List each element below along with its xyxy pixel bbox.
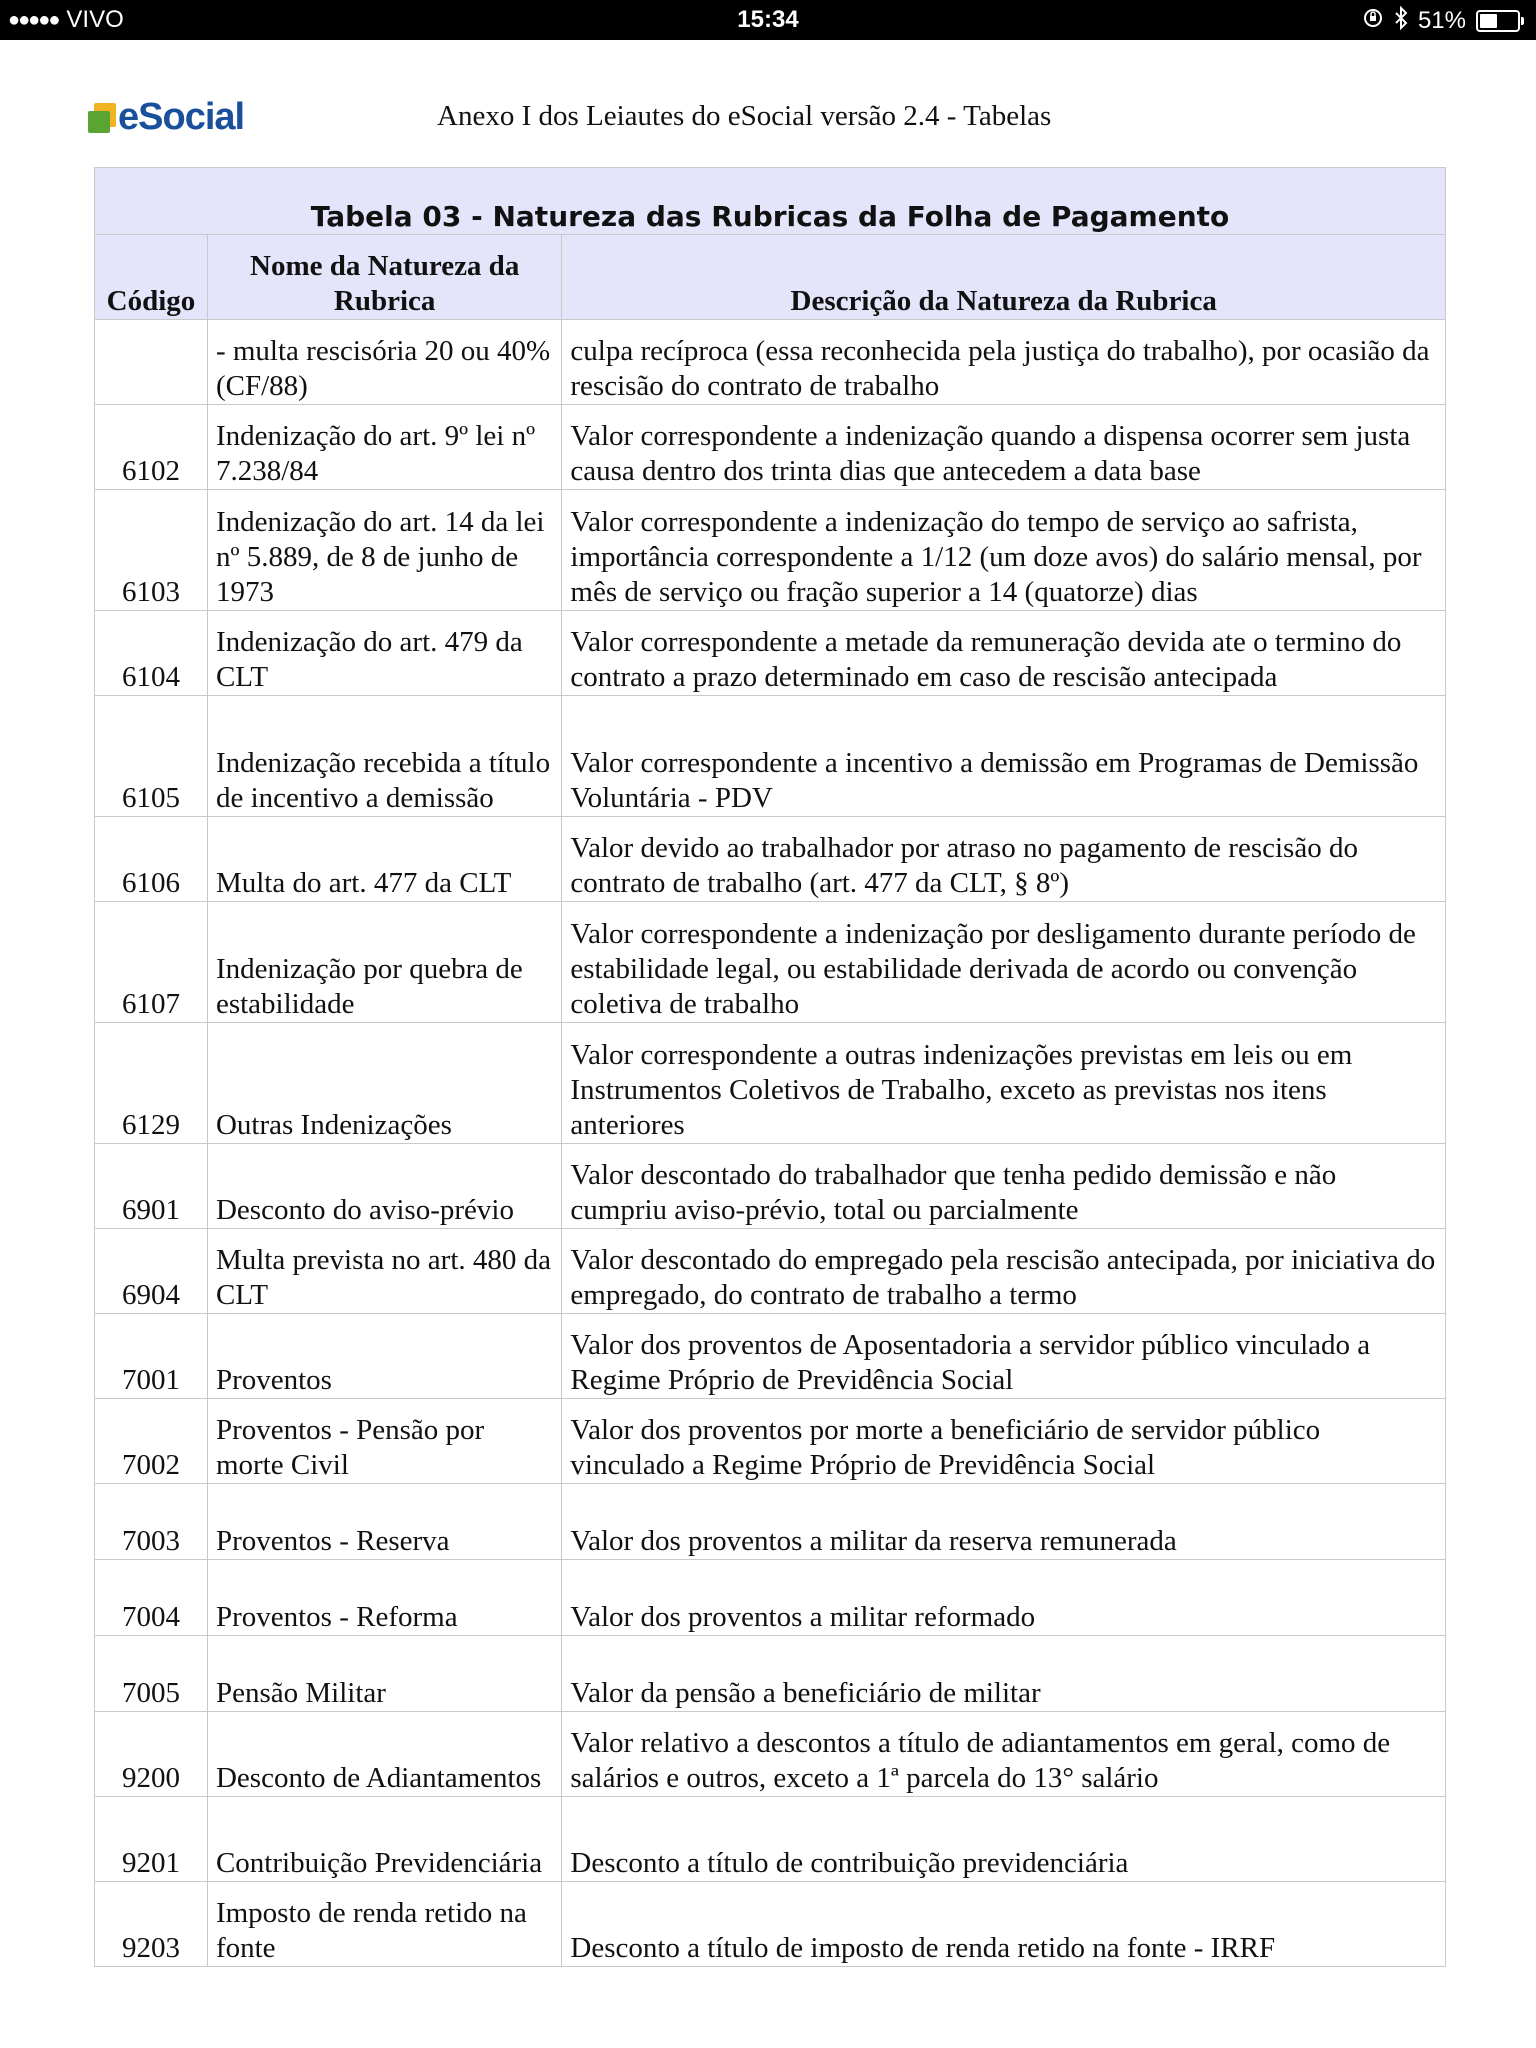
cell-code: 7005	[95, 1636, 208, 1712]
cell-name: Multa do art. 477 da CLT	[207, 817, 561, 902]
table-row	[95, 1712, 1446, 1797]
cell-description: Valor dos proventos por morte a beneficiário de servidor público vinculado a Regime Próprio de Previdência Social	[562, 1399, 1446, 1484]
cell-name: Indenização do art. 479 da CLT	[207, 611, 561, 696]
cell-description: Valor descontado do trabalhador que tenha pedido demissão e não cumpriu aviso-prévio, total ou parcialmente	[562, 1144, 1446, 1229]
table-row	[95, 1484, 1446, 1560]
column-header-nome: Nome da Natureza da Rubrica	[207, 235, 561, 320]
cell-description: Valor dos proventos de Aposentadoria a servidor público vinculado a Regime Próprio de Previdência Social	[562, 1314, 1446, 1399]
cell-name: Multa prevista no art. 480 da CLT	[207, 1229, 561, 1314]
cell-name: Proventos	[207, 1314, 561, 1399]
cell-code: 6105	[95, 696, 208, 817]
cell-name: Proventos - Pensão por morte Civil	[207, 1399, 561, 1484]
table-row	[95, 1144, 1446, 1229]
table-row	[95, 1636, 1446, 1712]
cell-description: Valor correspondente a metade da remuneração devida ate o termino do contrato a prazo determinado em caso de rescisão antecipada	[562, 611, 1446, 696]
cell-code: 6107	[95, 902, 208, 1023]
cell-code: 9203	[95, 1882, 208, 1967]
battery-percent: 51%	[1417, 7, 1466, 34]
table-row	[95, 1882, 1446, 1967]
battery-icon	[1476, 10, 1520, 32]
cell-code: 7003	[95, 1484, 208, 1560]
cell-name: Desconto do aviso-prévio	[207, 1144, 561, 1229]
cell-description: culpa recíproca (essa reconhecida pela justiça do trabalho), por ocasião da rescisão do contrato de trabalho	[562, 320, 1446, 405]
cell-code: 7001	[95, 1314, 208, 1399]
table-row	[95, 320, 1446, 405]
cell-name: - multa rescisória 20 ou 40% (CF/88)	[207, 320, 561, 405]
cell-description: Valor dos proventos a militar reformado	[562, 1560, 1446, 1636]
table-row	[95, 611, 1446, 696]
cell-description: Desconto a título de imposto de renda retido na fonte - IRRF	[562, 1882, 1446, 1967]
column-header-descricao: Descrição da Natureza da Rubrica	[562, 235, 1446, 320]
rubricas-table	[94, 167, 1446, 1967]
cell-name: Indenização por quebra de estabilidade	[207, 902, 561, 1023]
document-header	[0, 80, 1536, 160]
table-row	[95, 817, 1446, 902]
cell-description: Valor correspondente a outras indenizações previstas em leis ou em Instrumentos Coletivos de Trabalho, exceto as previstas nos itens anteriores	[562, 1023, 1446, 1144]
cell-description: Valor dos proventos a militar da reserva remunerada	[562, 1484, 1446, 1560]
cell-description: Desconto a título de contribuição previdenciária	[562, 1797, 1446, 1882]
table-body	[95, 320, 1446, 1967]
cell-name: Contribuição Previdenciária	[207, 1797, 561, 1882]
cell-name: Desconto de Adiantamentos	[207, 1712, 561, 1797]
cell-code: 9201	[95, 1797, 208, 1882]
cell-code: 7004	[95, 1560, 208, 1636]
cell-name: Indenização do art. 14 da lei nº 5.889, de 8 de junho de 1973	[207, 490, 561, 611]
cell-description: Valor correspondente a indenização por desligamento durante período de estabilidade legal, ou estabilidade derivada de acordo ou convenção coletiva de trabalho	[562, 902, 1446, 1023]
signal-dots-icon: ●●●●●	[8, 8, 59, 31]
table-row	[95, 1399, 1446, 1484]
table-row	[95, 490, 1446, 611]
cell-name: Proventos - Reforma	[207, 1560, 561, 1636]
cell-description: Valor descontado do empregado pela rescisão antecipada, por iniciativa do empregado, do contrato de trabalho a termo	[562, 1229, 1446, 1314]
cell-name: Pensão Militar	[207, 1636, 561, 1712]
orientation-lock-icon	[1362, 7, 1384, 35]
carrier-name: VIVO	[66, 6, 124, 33]
cell-code	[95, 320, 208, 405]
table-row	[95, 1797, 1446, 1882]
cell-code: 6901	[95, 1144, 208, 1229]
clock: 15:34	[737, 6, 799, 33]
table-row	[95, 902, 1446, 1023]
cell-name: Indenização recebida a título de incentivo a demissão	[207, 696, 561, 817]
document-title: Anexo I dos Leiautes do eSocial versão 2.4 - Tabelas	[437, 100, 1052, 132]
cell-description: Valor correspondente a indenização quando a dispensa ocorrer sem justa causa dentro dos trinta dias que antecedem a data base	[562, 405, 1446, 490]
logo-text: eSocial	[118, 96, 245, 138]
cell-description: Valor devido ao trabalhador por atraso no pagamento de rescisão do contrato de trabalho (art. 477 da CLT, § 8º)	[562, 817, 1446, 902]
bluetooth-icon	[1394, 6, 1408, 36]
esocial-logo	[88, 96, 244, 139]
cell-code: 6102	[95, 405, 208, 490]
status-bar	[0, 0, 1536, 40]
cell-description: Valor correspondente a indenização do tempo de serviço ao safrista, importância correspondente a 1/12 (um doze avos) do salário mensal, por mês de serviço ou fração superior a 14 (quatorze) dias	[562, 490, 1446, 611]
cell-code: 6106	[95, 817, 208, 902]
cell-code: 6104	[95, 611, 208, 696]
cell-name: Proventos - Reserva	[207, 1484, 561, 1560]
table-row	[95, 1314, 1446, 1399]
cell-description: Valor da pensão a beneficiário de militar	[562, 1636, 1446, 1712]
table-row	[95, 696, 1446, 817]
cell-code: 7002	[95, 1399, 208, 1484]
cell-description: Valor correspondente a incentivo a demissão em Programas de Demissão Voluntária - PDV	[562, 696, 1446, 817]
table-caption: Tabela 03 - Natureza das Rubricas da Folha de Pagamento	[95, 168, 1446, 235]
cell-name: Indenização do art. 9º lei nº 7.238/84	[207, 405, 561, 490]
cell-code: 9200	[95, 1712, 208, 1797]
table-row	[95, 1229, 1446, 1314]
cell-code: 6904	[95, 1229, 208, 1314]
cell-description: Valor relativo a descontos a título de adiantamentos em geral, como de salários e outros, exceto a 1ª parcela do 13° salário	[562, 1712, 1446, 1797]
cell-name: Outras Indenizações	[207, 1023, 561, 1144]
cell-name: Imposto de renda retido na fonte	[207, 1882, 561, 1967]
column-header-codigo: Código	[95, 235, 208, 320]
table-row	[95, 1023, 1446, 1144]
esocial-logo-icon	[88, 103, 116, 133]
table-row	[95, 405, 1446, 490]
table-row	[95, 1560, 1446, 1636]
cell-code: 6103	[95, 490, 208, 611]
cell-code: 6129	[95, 1023, 208, 1144]
